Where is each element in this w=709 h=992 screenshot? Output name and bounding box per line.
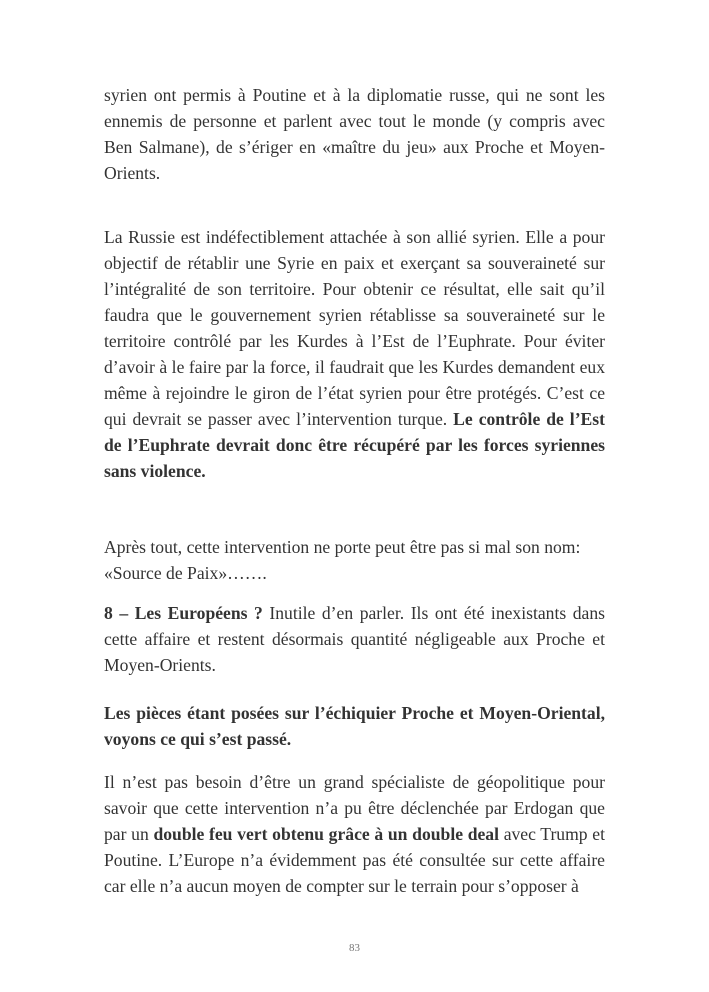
page-number: 83 bbox=[349, 942, 360, 954]
paragraph-double-deal-bold: double feu vert obtenu grâce à un double deal bbox=[153, 824, 499, 844]
paragraph-double-deal bbox=[104, 769, 605, 899]
paragraph-chessboard-bold: Les pièces étant posées sur l’échiquier Proche et Moyen-Oriental, voyons ce qui s’est passé. bbox=[104, 703, 605, 749]
paragraph-europeans bbox=[104, 600, 605, 678]
paragraph-russia-ally-text: La Russie est indéfectiblement attachée à son allié syrien. Elle a pour objectif de rétablir une Syrie en paix et exerçant sa souveraineté sur l’intégralité de son territoire. Pour obtenir ce résultat, elle sait qu’il faudra que le gouvernement syrien rétablisse sa souveraineté sur le territoire contrôlé par les Kurdes à l’Est de l’Euphrate. Pour éviter d’avoir à le faire par la force, il faudrait que les Kurdes demandent eux même à rejoindre le giron de l’état syrien pour être protégés. C’est ce qui devrait se passer avec l’intervention turque. bbox=[104, 227, 605, 429]
paragraph-europeans-text: Inutile d’en parler. Ils ont été inexistants dans cette affaire et restent désormais quantité négligeable aux Proche et Moyen-Orients. bbox=[104, 603, 605, 675]
paragraph-europeans-heading: 8 – Les Européens ? bbox=[104, 603, 263, 623]
paragraph-double-deal-text-a: Il n’est pas besoin d’être un grand spécialiste de géopolitique pour savoir que cette intervention n’a pu être déclenchée par Erdogan que par un bbox=[104, 772, 605, 844]
paragraph-source-de-paix: Après tout, cette intervention ne porte peut être pas si mal son nom: «Source de Paix»……. bbox=[104, 537, 581, 583]
paragraph-chessboard bbox=[104, 700, 605, 752]
paragraph-russia-ally bbox=[104, 224, 605, 484]
paragraph-russia-ally-bold: Le contrôle de l’Est de l’Euphrate devrait donc être récupéré par les forces syriennes sans violence. bbox=[104, 409, 605, 481]
paragraph-double-deal-text-b: avec Trump et Poutine. L’Europe n’a évidemment pas été consultée sur cette affaire car elle n’a aucun moyen de compter sur le terrain pour s’opposer à bbox=[104, 824, 605, 896]
paragraph-syrian-diplomacy: syrien ont permis à Poutine et à la diplomatie russe, qui ne sont les ennemis de personne et parlent avec tout le monde (y compris avec Ben Salmane), de s’ériger en «maître du jeu» aux Proche et Moyen-Orients. bbox=[104, 85, 605, 183]
